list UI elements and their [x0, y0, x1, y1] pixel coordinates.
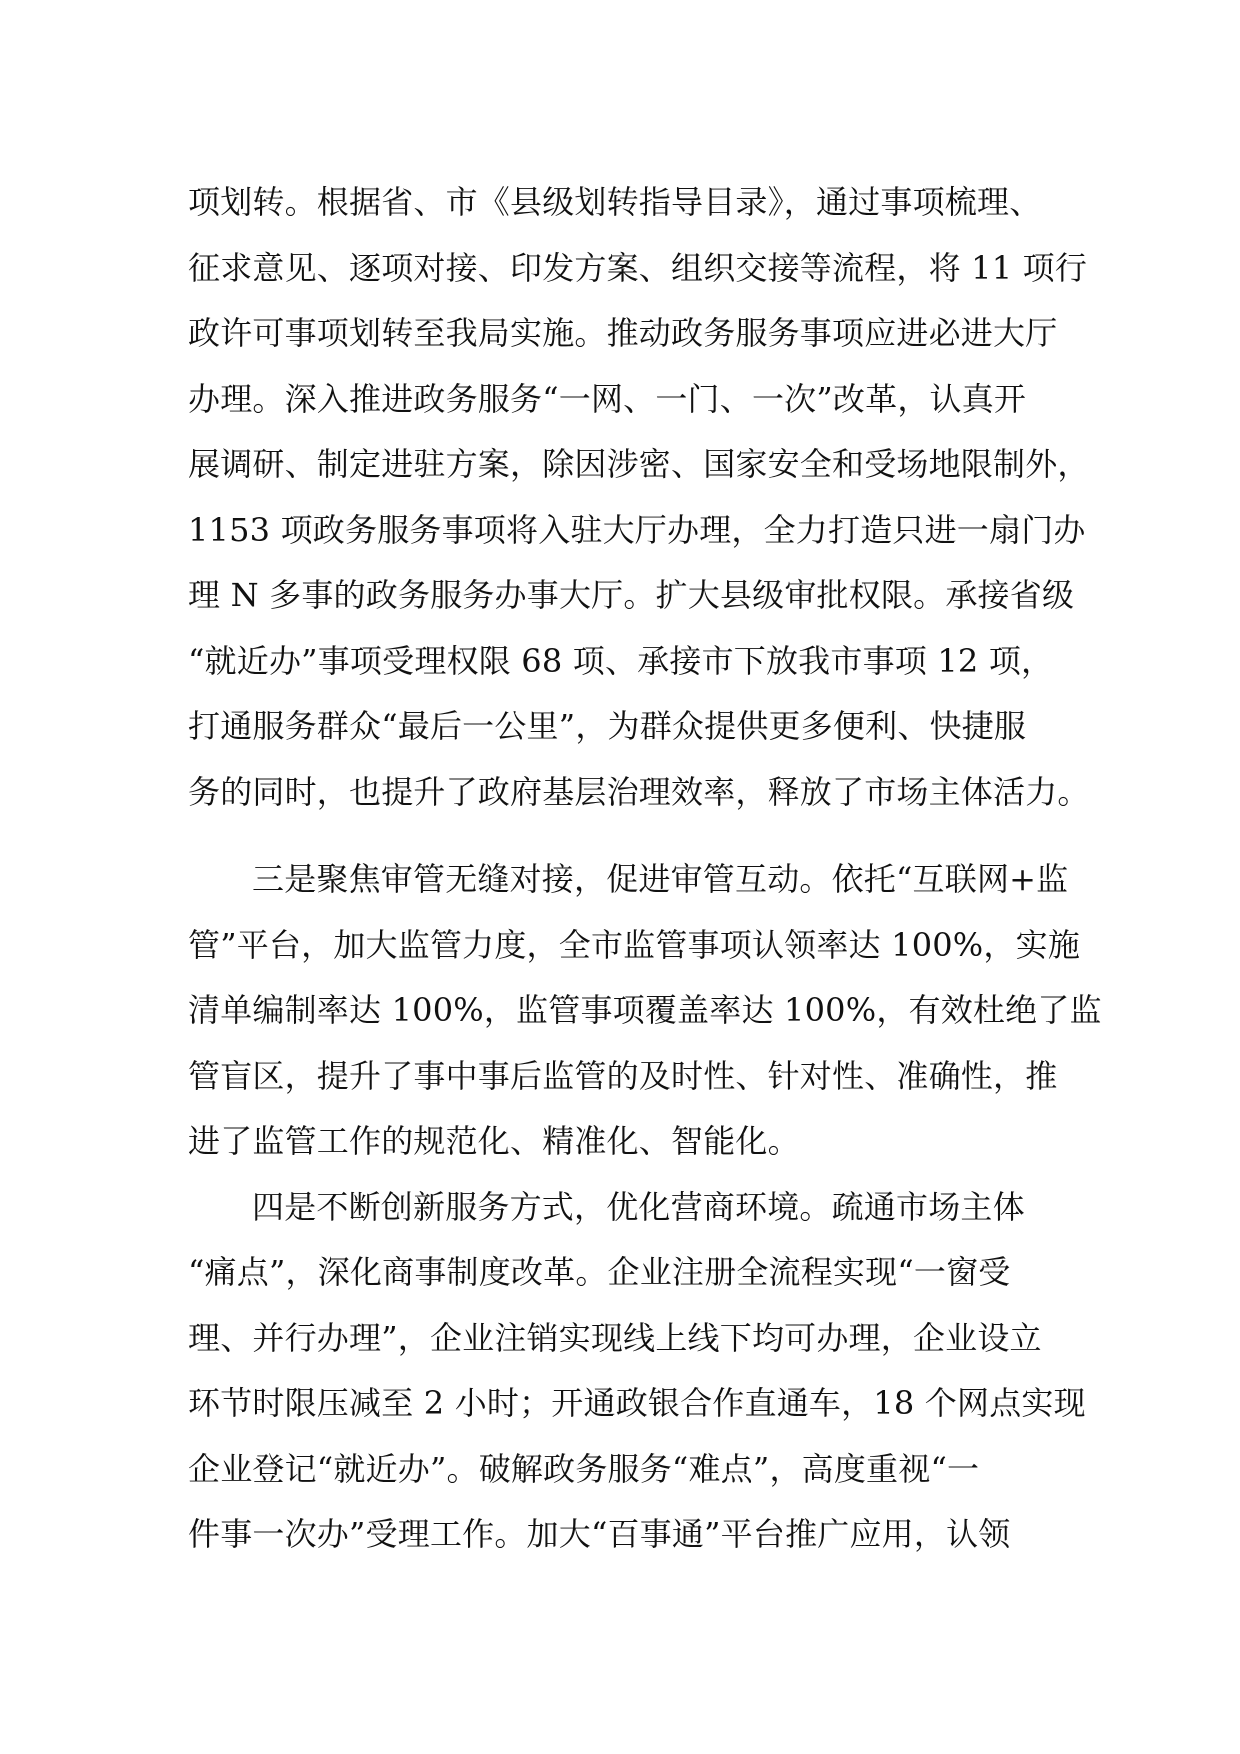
text-line: 理 N 多事的政务服务办事大厅。扩大县级审批权限。承接省级 [188, 576, 1075, 614]
text-line: 理、并行办理”，企业注销实现线上线下均可办理，企业设立 [188, 1318, 1042, 1357]
text-line: 管盲区，提升了事中事后监管的及时性、针对性、准确性，推 [188, 1056, 1058, 1095]
text-line: 进了监管工作的规范化、精准化、智能化。 [188, 1122, 800, 1160]
text-line: “就近办”事项受理权限 68 项、承接市下放我市事项 12 项， [188, 641, 1054, 680]
text-line: 1153 项政务服务事项将入驻大厅办理，全力打造只进一扇门办 [188, 510, 1086, 549]
text-line: 件事一次办”受理工作。加大“百事通”平台推广应用，认领 [188, 1515, 1011, 1553]
text-line: 企业登记“就近办”。破解政务服务“难点”，高度重视“一 [188, 1449, 980, 1488]
text-line: 征求意见、逐项对接、印发方案、组织交接等流程，将 11 项行 [188, 248, 1088, 287]
text-line: 项划转。根据省、市《县级划转指导目录》，通过事项梳理、 [188, 183, 1042, 221]
paragraph-3 [188, 1175, 1093, 1568]
text-line: “痛点”，深化商事制度改革。企业注册全流程实现“一窗受 [188, 1253, 1011, 1291]
paragraph-spacing [188, 825, 1093, 847]
text-line: 展调研、制定进驻方案，除因涉密、国家安全和受场地限制外， [188, 445, 1090, 483]
document-body [188, 170, 1102, 1568]
text-line: 打通服务群众“最后一公里”，为群众提供更多便利、快捷服 [188, 707, 1027, 745]
text-line: 四是不断创新服务方式，优化营商环境。疏通市场主体 [252, 1187, 1025, 1226]
text-line: 管”平台，加大监管力度，全市监管事项认领率达 100%，实施 [188, 925, 1081, 964]
text-line: 环节时限压减至 2 小时；开通政银合作直通车，18 个网点实现 [188, 1384, 1086, 1422]
text-line: 清单编制率达 100%，监管事项覆盖率达 100%，有效杜绝了监 [188, 991, 1102, 1029]
text-line: 务的同时，也提升了政府基层治理效率，释放了市场主体活力。 [188, 772, 1090, 811]
text-line: 政许可事项划转至我局实施。推动政务服务事项应进必进大厅 [188, 314, 1058, 352]
text-line: 三是聚焦审管无缝对接，促进审管互动。依托“互联网+监 [252, 860, 1069, 898]
paragraph-1 [188, 170, 1093, 825]
text-line: 办理。深入推进政务服务“一网、一门、一次”改革，认真开 [188, 379, 1027, 418]
paragraph-2 [188, 847, 1102, 1175]
